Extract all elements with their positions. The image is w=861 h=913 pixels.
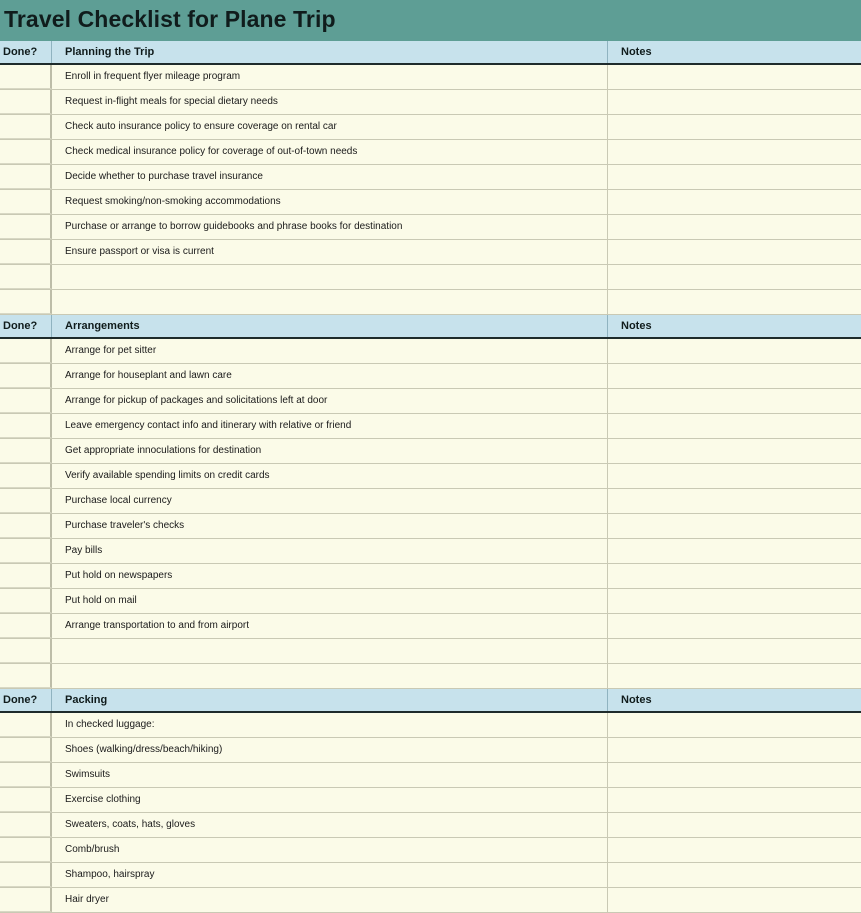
- notes-cell[interactable]: [608, 888, 861, 912]
- item-cell[interactable]: [52, 489, 608, 513]
- notes-header-label: Notes: [621, 694, 652, 706]
- notes-cell[interactable]: [608, 539, 861, 563]
- checklist-row: [0, 489, 861, 514]
- item-cell[interactable]: [52, 713, 608, 737]
- item-cell[interactable]: [52, 389, 608, 413]
- item-cell[interactable]: [52, 614, 608, 638]
- item-text: Check auto insurance policy to ensure coverage on rental car: [65, 121, 337, 132]
- notes-cell[interactable]: [608, 788, 861, 812]
- item-text: Check medical insurance policy for coverage of out-of-town needs: [65, 146, 358, 157]
- done-cell[interactable]: [0, 514, 52, 538]
- item-text: Arrange for pet sitter: [65, 345, 157, 356]
- notes-cell[interactable]: [608, 65, 861, 89]
- done-cell[interactable]: [0, 339, 52, 363]
- item-text: Verify available spending limits on credit cards: [65, 470, 270, 481]
- checklist-row: [0, 140, 861, 165]
- notes-column-header: [608, 689, 861, 711]
- item-cell[interactable]: [52, 813, 608, 837]
- checklist-row: [0, 215, 861, 240]
- notes-cell[interactable]: [608, 115, 861, 139]
- item-cell[interactable]: [52, 414, 608, 438]
- item-cell[interactable]: [52, 115, 608, 139]
- done-cell[interactable]: [0, 90, 52, 114]
- notes-cell[interactable]: [608, 240, 861, 264]
- item-cell[interactable]: [52, 514, 608, 538]
- notes-cell[interactable]: [608, 813, 861, 837]
- notes-header-label: Notes: [621, 46, 652, 58]
- done-cell[interactable]: [0, 639, 52, 663]
- item-text: Put hold on newspapers: [65, 570, 173, 581]
- item-cell[interactable]: [52, 539, 608, 563]
- item-cell[interactable]: [52, 888, 608, 912]
- checklist-row: [0, 90, 861, 115]
- done-cell[interactable]: [0, 115, 52, 139]
- done-cell[interactable]: [0, 140, 52, 164]
- checklist-row: [0, 339, 861, 364]
- done-column-header: [0, 41, 52, 63]
- notes-cell[interactable]: [608, 290, 861, 314]
- notes-column-header: [608, 315, 861, 337]
- notes-cell[interactable]: [608, 664, 861, 688]
- notes-cell[interactable]: [608, 838, 861, 862]
- item-cell[interactable]: [52, 215, 608, 239]
- item-text: Hair dryer: [65, 894, 109, 905]
- notes-cell[interactable]: [608, 364, 861, 388]
- notes-cell[interactable]: [608, 215, 861, 239]
- section-header: [0, 41, 861, 65]
- item-cell[interactable]: [52, 863, 608, 887]
- notes-cell[interactable]: [608, 614, 861, 638]
- item-text: Arrange for houseplant and lawn care: [65, 370, 232, 381]
- done-cell[interactable]: [0, 265, 52, 289]
- done-cell[interactable]: [0, 564, 52, 588]
- title-bar: [0, 0, 861, 42]
- checklist-row: [0, 838, 861, 863]
- item-text: Request smoking/non-smoking accommodations: [65, 196, 281, 207]
- item-text: Purchase traveler's checks: [65, 520, 185, 531]
- checklist-row: [0, 240, 861, 265]
- done-header-label: Done?: [3, 46, 38, 58]
- done-column-header: [0, 315, 52, 337]
- checklist-row: [0, 65, 861, 90]
- done-cell[interactable]: [0, 838, 52, 862]
- notes-cell[interactable]: [608, 713, 861, 737]
- done-cell[interactable]: [0, 614, 52, 638]
- checklist-row: [0, 813, 861, 838]
- notes-cell[interactable]: [608, 339, 861, 363]
- section-heading: Arrangements: [65, 320, 140, 332]
- notes-cell[interactable]: [608, 414, 861, 438]
- notes-cell[interactable]: [608, 265, 861, 289]
- notes-cell[interactable]: [608, 863, 861, 887]
- notes-cell[interactable]: [608, 389, 861, 413]
- section-heading-cell: [52, 689, 608, 711]
- checklist-row: [0, 115, 861, 140]
- done-cell[interactable]: [0, 763, 52, 787]
- item-cell[interactable]: [52, 339, 608, 363]
- done-cell[interactable]: [0, 863, 52, 887]
- done-cell[interactable]: [0, 439, 52, 463]
- item-cell[interactable]: [52, 763, 608, 787]
- checklist-row: [0, 165, 861, 190]
- checklist-row: [0, 763, 861, 788]
- item-cell[interactable]: [52, 589, 608, 613]
- notes-cell[interactable]: [608, 639, 861, 663]
- item-cell[interactable]: [52, 564, 608, 588]
- section-heading: Planning the Trip: [65, 46, 155, 58]
- item-cell[interactable]: [52, 190, 608, 214]
- notes-cell[interactable]: [608, 90, 861, 114]
- checklist-row: [0, 439, 861, 464]
- checklist-row: [0, 664, 861, 689]
- checklist-row: [0, 414, 861, 439]
- done-cell[interactable]: [0, 190, 52, 214]
- done-cell[interactable]: [0, 589, 52, 613]
- checklist-sheet: [0, 41, 861, 913]
- notes-cell[interactable]: [608, 464, 861, 488]
- done-cell[interactable]: [0, 389, 52, 413]
- item-text: Swimsuits: [65, 769, 111, 780]
- checklist-row: [0, 539, 861, 564]
- item-cell[interactable]: [52, 439, 608, 463]
- done-cell[interactable]: [0, 738, 52, 762]
- done-cell[interactable]: [0, 713, 52, 737]
- item-cell[interactable]: [52, 165, 608, 189]
- done-cell[interactable]: [0, 539, 52, 563]
- checklist-row: [0, 589, 861, 614]
- item-text: Shampoo, hairspray: [65, 869, 155, 880]
- notes-cell[interactable]: [608, 439, 861, 463]
- checklist-row: [0, 464, 861, 489]
- done-cell[interactable]: [0, 290, 52, 314]
- section-header: [0, 315, 861, 339]
- item-cell[interactable]: [52, 738, 608, 762]
- item-text: Decide whether to purchase travel insurance: [65, 171, 263, 182]
- item-text: Comb/brush: [65, 844, 120, 855]
- item-text: Get appropriate innoculations for destination: [65, 445, 262, 456]
- page-title: Travel Checklist for Plane Trip: [4, 6, 336, 32]
- checklist-row: [0, 389, 861, 414]
- item-text: Purchase local currency: [65, 495, 172, 506]
- item-cell[interactable]: [52, 364, 608, 388]
- checklist-row: [0, 738, 861, 763]
- notes-cell[interactable]: [608, 165, 861, 189]
- done-header-label: Done?: [3, 320, 38, 332]
- section-heading: Packing: [65, 694, 108, 706]
- item-cell[interactable]: [52, 65, 608, 89]
- item-cell[interactable]: [52, 838, 608, 862]
- done-cell[interactable]: [0, 464, 52, 488]
- notes-column-header: [608, 41, 861, 63]
- done-header-label: Done?: [3, 694, 38, 706]
- done-cell[interactable]: [0, 215, 52, 239]
- checklist-row: [0, 888, 861, 913]
- checklist-row: [0, 614, 861, 639]
- notes-cell[interactable]: [608, 564, 861, 588]
- done-cell[interactable]: [0, 364, 52, 388]
- notes-header-label: Notes: [621, 320, 652, 332]
- notes-cell[interactable]: [608, 738, 861, 762]
- checklist-row: [0, 639, 861, 664]
- section-heading-cell: [52, 315, 608, 337]
- notes-cell[interactable]: [608, 489, 861, 513]
- checklist-row: [0, 514, 861, 539]
- notes-cell[interactable]: [608, 514, 861, 538]
- checklist-row: [0, 290, 861, 315]
- item-text: Purchase or arrange to borrow guidebooks and phrase books for destination: [65, 221, 403, 232]
- item-cell[interactable]: [52, 788, 608, 812]
- item-cell[interactable]: [52, 664, 608, 688]
- done-cell[interactable]: [0, 888, 52, 912]
- item-cell[interactable]: [52, 140, 608, 164]
- checklist-row: [0, 564, 861, 589]
- done-cell[interactable]: [0, 414, 52, 438]
- done-cell[interactable]: [0, 165, 52, 189]
- item-cell[interactable]: [52, 290, 608, 314]
- done-cell[interactable]: [0, 240, 52, 264]
- section-header: [0, 689, 861, 713]
- item-text: Sweaters, coats, hats, gloves: [65, 819, 196, 830]
- done-cell[interactable]: [0, 664, 52, 688]
- notes-cell[interactable]: [608, 763, 861, 787]
- section-heading-cell: [52, 41, 608, 63]
- notes-cell[interactable]: [608, 190, 861, 214]
- done-cell[interactable]: [0, 489, 52, 513]
- done-cell[interactable]: [0, 788, 52, 812]
- done-column-header: [0, 689, 52, 711]
- checklist-row: [0, 863, 861, 888]
- checklist-row: [0, 265, 861, 290]
- item-cell[interactable]: [52, 639, 608, 663]
- item-text: In checked luggage:: [65, 719, 155, 730]
- item-text: Ensure passport or visa is current: [65, 246, 214, 257]
- item-text: Put hold on mail: [65, 595, 137, 606]
- checklist-row: [0, 788, 861, 813]
- checklist-row: [0, 190, 861, 215]
- item-cell[interactable]: [52, 240, 608, 264]
- item-cell[interactable]: [52, 464, 608, 488]
- done-cell[interactable]: [0, 813, 52, 837]
- item-text: Leave emergency contact info and itinerary with relative or friend: [65, 420, 352, 431]
- notes-cell[interactable]: [608, 589, 861, 613]
- item-text: Exercise clothing: [65, 794, 141, 805]
- item-text: Arrange for pickup of packages and solicitations left at door: [65, 395, 328, 406]
- checklist-row: [0, 364, 861, 389]
- item-text: Request in-flight meals for special dietary needs: [65, 96, 278, 107]
- checklist-row: [0, 713, 861, 738]
- notes-cell[interactable]: [608, 140, 861, 164]
- item-cell[interactable]: [52, 265, 608, 289]
- item-text: Shoes (walking/dress/beach/hiking): [65, 744, 223, 755]
- item-text: Arrange transportation to and from airport: [65, 620, 249, 631]
- item-text: Enroll in frequent flyer mileage program: [65, 71, 241, 82]
- item-text: Pay bills: [65, 545, 103, 556]
- item-cell[interactable]: [52, 90, 608, 114]
- done-cell[interactable]: [0, 65, 52, 89]
